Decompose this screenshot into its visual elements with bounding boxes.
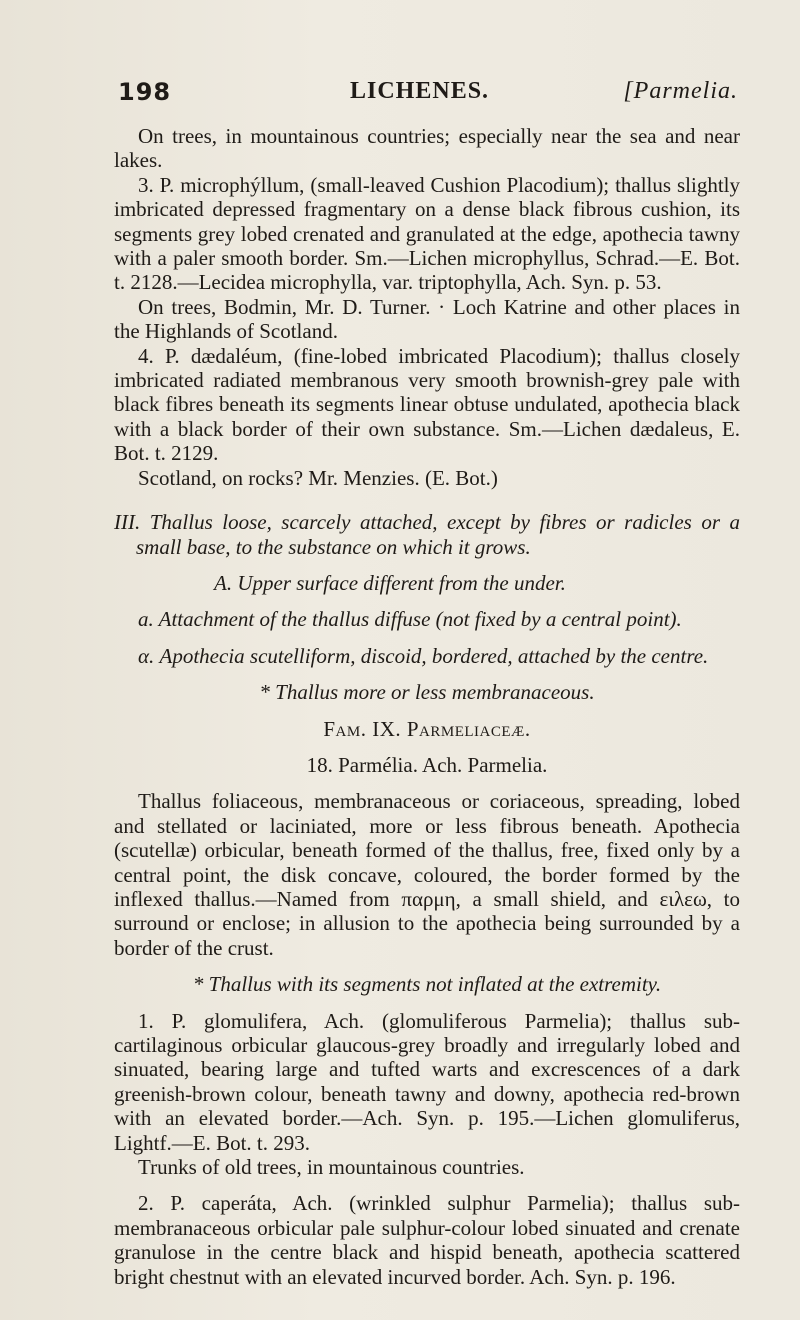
group-heading-2: * Thallus with its segments not inflated at the extremity. [192, 972, 662, 997]
running-header [118, 78, 738, 118]
family-heading: Fam. IX. Parmeliaceæ. [323, 716, 531, 741]
paragraph-habitat-3: On trees, Bodmin, Mr. D. Turner. · Loch Katrine and other places in the Highlands of Scotland. [114, 294, 740, 344]
species-entry-microphyllum: 3. P. microphýllum, (small-leaved Cushion Placodium); thallus slightly imbricated depressed fragmentary on a dense black fibrous cushion, its segments grey lobed crenated and granulated at the edge, apothecia tawny with a paler smooth border. Sm.—Lichen microphyllus, Schrad.—E. Bot. t. 2128.—Lecidea microphylla, var. triptophylla, Ach. Syn. p. 53. [114, 172, 740, 295]
subdivision-a: A. Upper surface different from the under. [214, 570, 566, 595]
paragraph-habitat-5: Trunks of old trees, in mountainous countries. [138, 1155, 525, 1180]
subdivision-alpha: α. Apothecia scutelliform, discoid, bordered, attached by the centre. [138, 643, 709, 668]
page-text [114, 124, 740, 1289]
section-name: [Parmelia. [623, 78, 738, 104]
paragraph-habitat-1: On trees, in mountainous countries; especially near the sea and near lakes. [114, 124, 740, 173]
species-entry-caperata: 2. P. caperáta, Ach. (wrinkled sulphur Parmelia); thallus sub-membranaceous orbicular pale sulphur-colour lobed sinuated and crenate granulose in the centre black and hispid beneath, apothecia scattered bright chestnut with an elevated incurved border. Ach. Syn. p. 196. [114, 1191, 740, 1289]
group-heading: * Thallus more or less membranaceous. [259, 680, 595, 705]
species-entry-daedaleum: 4. P. dædaléum, (fine-lobed imbricated Placodium); thallus closely imbricated radiated membranous very smooth brownish-grey pale with black fibres beneath its segments linear obtuse undulated, apothecia black with a black border of their own substance. Sm.—Lichen dædaleus, E. Bot. t. 2129. [114, 343, 740, 466]
species-entry-glomulifera: 1. P. glomulifera, Ach. (glomuliferous Parmelia); thallus sub-cartilaginous orbicular glaucous-grey broadly and irregularly lobed and sinuated, bearing large and tufted warts and excrescences of a dark greenish-brown colour, beneath tawny and downy, apothecia red-brown with an elevated border.—Ach. Syn. p. 195.—Lichen glomuliferus, Lightf.—E. Bot. t. 293. [114, 1008, 740, 1155]
genus-heading: 18. Parmélia. Ach. Parmelia. [306, 752, 548, 777]
page-number: 198 [118, 78, 172, 106]
paragraph-habitat-4: Scotland, on rocks? Mr. Menzies. (E. Bot.) [138, 465, 498, 490]
subdivision-a-lower: a. Attachment of the thallus diffuse (not fixed by a central point). [138, 607, 682, 632]
genus-description: Thallus foliaceous, membranaceous or coriaceous, spreading, lobed and stellated or laciniated, more or less fibrous beneath. Apothecia (scutellæ) orbicular, beneath formed of the thallus, free, fixed only by a central point, the disk concave, coloured, the border formed by the inflexed thallus.—Named from παρμη, a small shield, and ειλεω, to surround or enclose; in allusion to the apothecia being surrounded by a border of the crust. [114, 789, 740, 960]
running-title: LICHENES. [350, 78, 490, 104]
division-heading-iii: III. Thallus loose, scarcely attached, except by fibres or radicles or a small base, to the substance on which it grows. [114, 510, 740, 559]
